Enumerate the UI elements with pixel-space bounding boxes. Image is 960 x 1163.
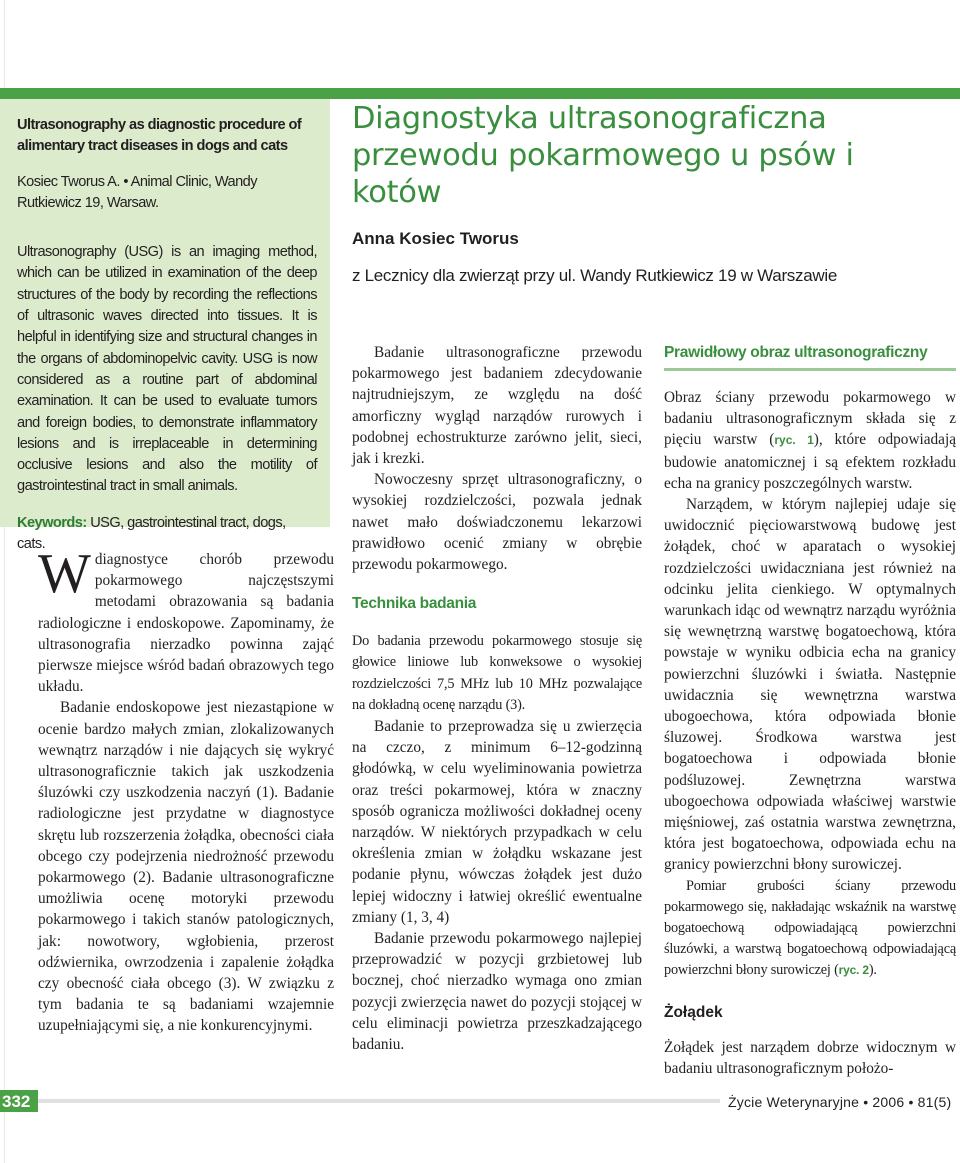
figure-ref-2[interactable]: ryc. 2	[838, 963, 869, 978]
paragraph: Do badania przewodu pokarmowego stosuje się głowice liniowe lub konweksowe o wysokiej rozdzielczości 7,5 MHz lub 10 MHz pozwalające na dokładną ocenę narządu (3).	[352, 633, 642, 713]
abstract-content	[17, 115, 317, 555]
keywords-label: Keywords:	[17, 514, 87, 531]
paragraph: Narządem, w którym najlepiej udaje się uwidocznić pięciowarstwową budowę jest żołądek, choć w aparatach o wysokiej rozdzielczości uwidaczniana jest również na odcinku jelita cienkiego. W optymalnych warunkach idąc od wewnątrz narządu wyróżnia się wewnętrzną warstwę bogatoechową, która powstaje w wyniku odbicia echa na granicy powierzchni śluzówki i światła. Następnie uwidacznia się wewnętrzna warstwa ubogoechowa, która odpowiada błonie śluzowej. Środkowa warstwa jest bogatoechowa i odpowiada błonie podśluzowej. Zewnętrzna warstwa ubogoechowa odpowiada właściwej warstwie mięśniowej, zaś ostatnia warstwa zewnętrzna, która jest bogatoechowa, odpowiada echu na granicy powierzchni błony surowiczej.	[664, 496, 956, 874]
journal-footer: Życie Weterynaryjne • 2006 • 81(5)	[728, 1094, 952, 1110]
article-title: Diagnostyka ultrasonograficzna przewodu pokarmowego u psów i kotów	[352, 101, 854, 210]
paragraph-text: ).	[868, 962, 877, 979]
abstract-authors: Kosiec Tworus A. • Animal Clinic, Wandy Rutkiewicz 19, Warsaw.	[17, 173, 257, 211]
paragraph: Badanie przewodu pokarmowego najlepiej przeprowadzić w pozycji grzbietowej lub bocznej, choć nierzadko wymaga ono zmian pozycji zwierzęcia nawet do pozycji stojącej w celu eliminacji powietrza przeszkadzającego badaniu.	[352, 930, 642, 1054]
paragraph-text: ), które odpowiadają budowie anatomicznej i są efektem rozkładu echa na granicy poszczególnych warstw.	[664, 431, 957, 492]
paragraph	[38, 543, 334, 697]
paragraph: Badanie ultrasonograficzne przewodu pokarmowego jest badaniem zdecydowanie najtrudniejszym, ze względu na dość amorficzny wygląd narządów rurowych i podobnej echostrukturze zarówno jelit, sieci, jak i krezki.	[352, 344, 642, 468]
column-1	[38, 543, 334, 1037]
figure-ref-1[interactable]: ryc. 1	[774, 433, 814, 448]
column-3	[664, 342, 956, 1079]
paragraph	[664, 876, 956, 982]
paragraph: Badanie to przeprowadza się u zwierzęcia na czczo, z minimum 6–12-godzinną głodówką, w celu wyeliminowania powietrza oraz treści pokarmowej, która w znaczny sposób ogranicza możliwości dokładnej oceny narządów. W niektórych przypadkach w celu określenia zmian w żołądku wskazane jest podanie płynu, wówczas żołądek jest dużo lepiej widoczny i łatwiej określić ewentualne zmiany (1, 3, 4)	[352, 718, 642, 926]
column-2	[352, 342, 642, 1055]
english-abstract-box	[0, 99, 330, 553]
paragraph: Badanie endoskopowe jest niezastąpione w ocenie bardzo małych zmian, zlokalizowanych wewnątrz narządów i nie dających się wykryć ultrasonograficznie takich jak uszkodzenia śluzówki czy uszkodzenia naczyń (1). Badanie radiologiczne jest przydatne w diagnostyce skrętu lub rozszerzenia żołądka, obecności ciała obcego czy podejrzenia niedrożność przewodu pokarmowego (2). Badanie ultrasonograficzne umożliwia ocenę motoryki przewodu pokarmowego i takich stanów patologicznych, jak: nowotwory, wgłobienia, przerost odźwiernika, owrzodzenia i zapalenie żołądka czy obecność ciała obcego (3). W związku z tym badania te są badaniami wzajemnie uzupełniającymi się, a nie konkurencyjnymi.	[38, 699, 334, 1035]
paragraph: Żołądek jest narządem dobrze widocznym w badaniu ultrasonograficznym położo-	[664, 1038, 956, 1078]
article-affiliation: z Lecznicy dla zwierząt przy ul. Wandy Rutkiewicz 19 w Warszawie	[352, 266, 837, 285]
paragraph	[664, 387, 956, 494]
section-heading-technika: Technika badania	[352, 595, 477, 613]
abstract-title: Ultrasonography as diagnostic procedure of alimentary tract diseases in dogs and cats	[17, 117, 302, 155]
section-heading-prawidlowy-obraz: Prawidłowy obraz ultrasonograficzny	[664, 342, 956, 371]
paragraph-text: Obraz ściany przewodu pokarmowego w badaniu ultrasonograficznym składa się z pięciu warstw (	[664, 389, 956, 449]
paragraph-text: diagnostyce chorób przewodu pokarmowego najczęstszymi metodami obrazowania są badania radiologiczne i endoskopowe. Zapominamy, że ultrasonografia nierzadko powinna zająć pierwsze miejsce wśród badań obrazowych tego układu.	[38, 551, 334, 696]
page-number: 332	[2, 1092, 31, 1111]
section-heading-zoladek: Żołądek	[664, 1003, 723, 1021]
keywords-value: USG, gastrointestinal tract, dogs, cats.	[17, 514, 286, 553]
footer-rule	[38, 1099, 720, 1103]
top-accent-bar	[0, 88, 960, 99]
paragraph-text: Pomiar grubości ściany przewodu pokarmowego się, nakładając wskaźnik na warstwę bogatoechową odpowiadającą powierzchni śluzówki, a warstwą bogatoechową odpowiadającą powierzchni błony surowiczej (	[664, 877, 956, 979]
drop-cap: W	[38, 543, 91, 605]
paragraph: Nowoczesny sprzęt ultrasonograficzny, o wysokiej rozdzielczości, pozwala jednak nawet mało doświadczonemu lekarzowi prawidłowo ocenić zmiany w obrębie przewodu pokarmowego.	[352, 471, 642, 574]
article-author: Anna Kosiec Tworus	[352, 229, 519, 248]
abstract-text: Ultrasonography (USG) is an imaging method, which can be utilized in examination of the deep structures of the body by recording the reflections of ultrasonic waves directed into tissues. It is helpful in identifying size and structural changes in the organs of abdominopelvic cavity. USG is now considered as a routine part of abdominal examination. It can be used to evaluate tumors and foreign bodies, to demonstrate inflammatory lesions and is irreplaceable in determining occlusive lesions and also the motility of gastrointestinal tract in small animals.	[17, 244, 317, 495]
